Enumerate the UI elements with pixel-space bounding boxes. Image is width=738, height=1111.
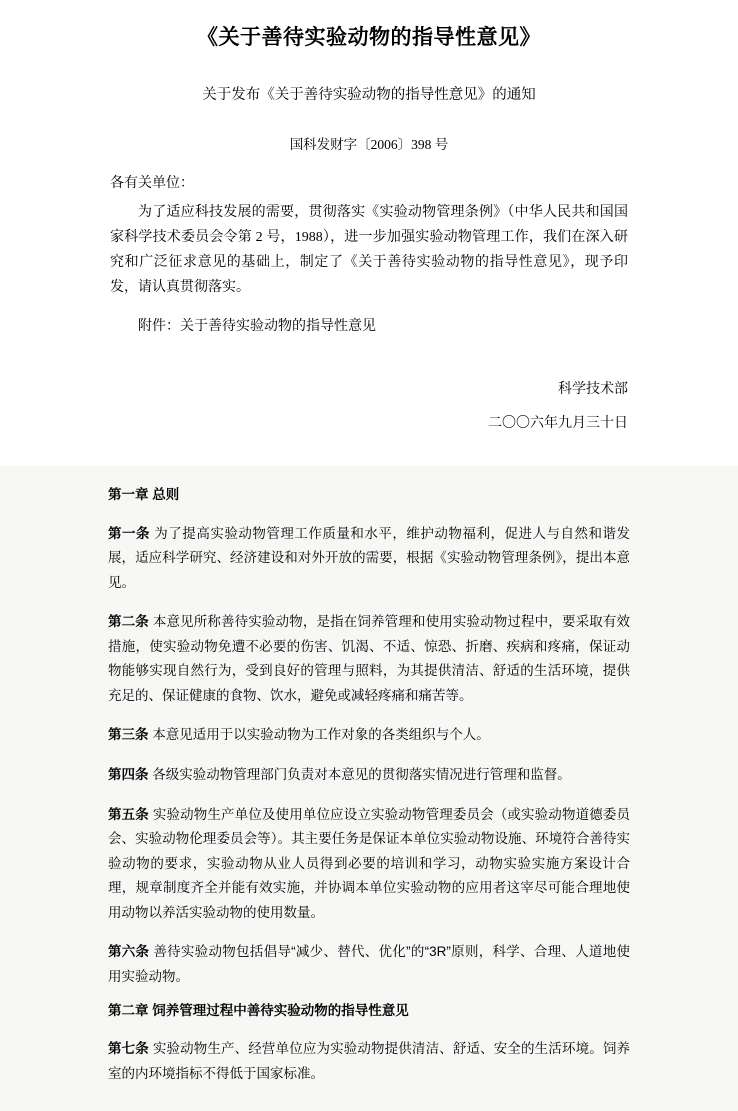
signature-organization: 科学技术部 — [558, 381, 628, 397]
signature-date: 二〇〇六年九月三十日 — [488, 416, 628, 432]
article-1 — [0, 522, 738, 596]
article-6-text: 善待实验动物包括倡导“减少、替代、优化”的“3R”原则，科学、合理、人道地使用实验动物。 — [108, 944, 630, 984]
article-5-label: 第五条 — [108, 806, 149, 822]
salutation: 各有关单位： — [110, 175, 194, 191]
chapter-heading-2: 第二章 饲养管理过程中善待实验动物的指导性意见 — [108, 1002, 409, 1018]
page-title: 《关于善待实验动物的指导性意见》 — [197, 25, 541, 49]
attachment-line: 附件：关于善待实验动物的指导性意见 — [138, 319, 376, 334]
article-5 — [0, 803, 738, 926]
article-3 — [0, 723, 738, 748]
article-2-label: 第二条 — [108, 614, 149, 630]
article-5-text: 实验动物生产单位及使用单位应设立实验动物管理委员会（或实验动物道德委员会、实验动物伦理委员会等）。其主要任务是保证本单位实验动物设施、环境符合善待实验动物的要求，实验动物从业人员得到必要的培训和学习，动物实验实施方案设计合理，规章制度齐全并能有效实施，并协调本单位实验动物的应用者这宰尽可能合理地使用动物以养活实验动物的使用数量。 — [108, 806, 630, 920]
article-7-text: 实验动物生产、经营单位应为实验动物提供清洁、舒适、安全的生活环境。饲养室的内环境指标不得低于国家标准。 — [108, 1041, 630, 1082]
article-1-label: 第一条 — [108, 525, 151, 541]
document-subtitle: 关于发布《关于善待实验动物的指导性意见》的通知 — [202, 86, 536, 103]
article-6-label: 第六条 — [108, 944, 150, 960]
document-number: 国科发财字〔2006〕398 号 — [289, 136, 449, 152]
article-3-text: 本意见适用于以实验动物为工作对象的各类组织与个人。 — [152, 727, 490, 743]
article-4 — [0, 763, 738, 788]
article-2-text: 本意见所称善待实验动物，是指在饲养管理和使用实验动物过程中，要采取有效措施，使实验动物免遭不必要的伤害、饥渴、不适、惊恐、折磨、疾病和疼痛，保证动物能够实现自然行为，受到良好的管理与照料，为其提供清洁、舒适的生活环境，提供充足的、保证健康的食物、饮水，避免或减轻疼痛和痛苦等。 — [108, 614, 630, 703]
article-2 — [0, 610, 738, 708]
chapter-heading-1: 第一章 总则 — [108, 486, 180, 502]
article-3-label: 第三条 — [108, 727, 149, 743]
article-6 — [0, 940, 738, 989]
article-7-label: 第七条 — [108, 1041, 149, 1057]
article-4-label: 第四条 — [108, 767, 149, 783]
article-7 — [0, 1037, 738, 1086]
regulation-section — [0, 466, 738, 1111]
article-1-text: 为了提高实验动物管理工作质量和水平，维护动物福利，促进人与自然和谐发展，适应科学研究、经济建设和对外开放的需要，根据《实验动物管理条例》，提出本意见。 — [108, 525, 631, 590]
notice-body-paragraph: 为了适应科技发展的需要，贯彻落实《实验动物管理条例》（中华人民共和国国家科学技术委员会令第 2 号，1988），进一步加强实验动物管理工作，我们在深入研究和广泛征求意见的基础上，制定了《关于善待实验动物的指导性意见》，现予印发，请认真贯彻落实。 — [110, 205, 628, 296]
article-4-text: 各级实验动物管理部门负责对本意见的贯彻落实情况进行管理和监督。 — [152, 767, 571, 783]
